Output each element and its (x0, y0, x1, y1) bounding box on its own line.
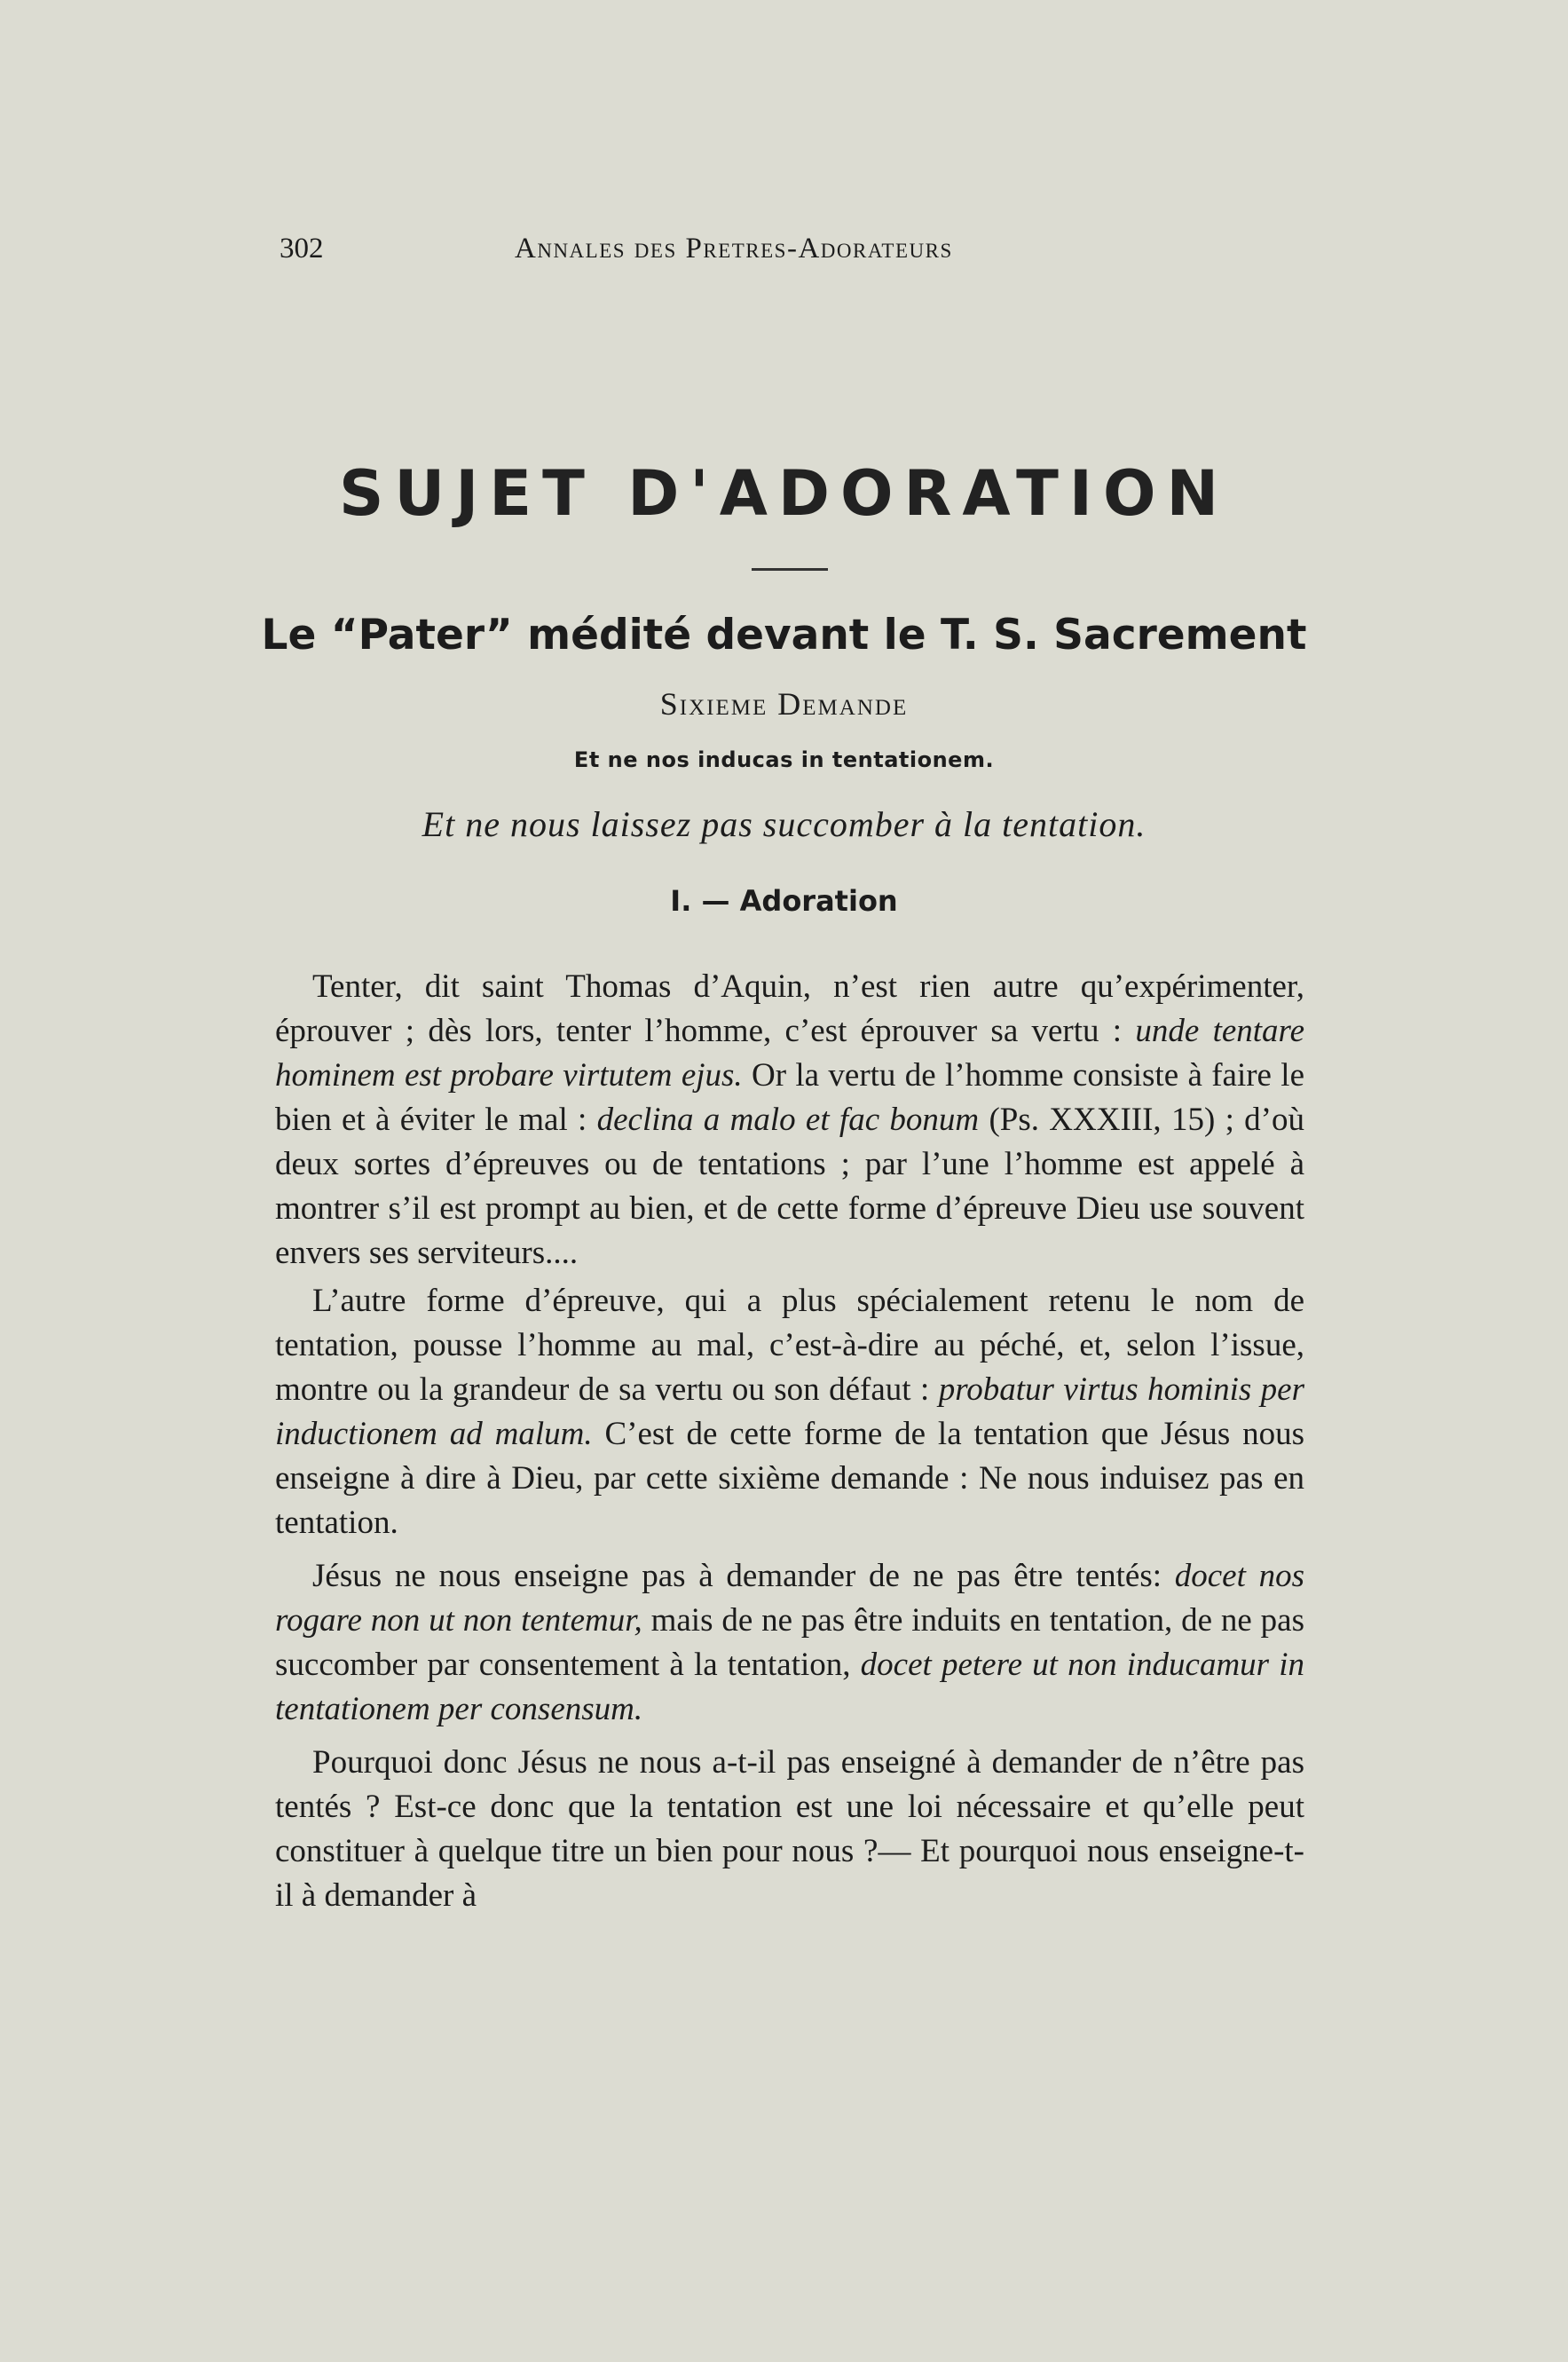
paragraph (275, 1741, 1304, 1918)
main-title: Le “Pater” médité devant le T. S. Sacrement (261, 611, 1307, 660)
text-run: L’autre forme d’épreuve, qui a plus spécialement retenu le nom de tentation, pousse l’homme au mal, c’est-à-dire au péché, et, selon l’issue, montre ou la grandeur de sa vertu ou son défaut : (275, 1283, 1304, 1408)
paragraph (275, 1554, 1304, 1732)
text-run: Pourquoi donc Jésus ne nous a-t-il pas enseigné à demander de n’être pas tentés ? Est-ce donc que la tentation est une loi nécessaire et qu’elle peut constituer à quelque titre un bien pour nous ?— Et pourquoi nous enseigne-t-il à demander à (275, 1744, 1304, 1914)
text-run: C’est de cette forme de la tentation que Jésus nous enseigne à dire à Dieu, par cette sixième demande : Ne nous induisez pas en tentation. (275, 1416, 1304, 1541)
latin-quote: unde tentare hominem est probare virtutem ejus. (275, 1013, 1305, 1094)
text-run: Jésus ne nous enseigne pas à demander de ne pas être tentés: (312, 1558, 1175, 1594)
latin-line: Et ne nos inducas in tentationem. (573, 747, 995, 772)
text-run: Or la vertu de l’homme consiste à faire le bien et à éviter le mal : (275, 1057, 1304, 1138)
text-run: Tenter, dit saint Thomas d’Aquin, n’est rien autre qu’expérimenter, éprouver ; dès lors, tenter l’homme, c’est éprouver sa vertu : (275, 968, 1304, 1049)
latin-quote: docet petere ut non inducamur in tentationem per consensum. (275, 1647, 1304, 1727)
running-title: Annales des Pretres-Adorateurs (515, 233, 953, 265)
ornate-title: SUJET D'ADORATION (338, 457, 1230, 530)
paragraph (275, 1279, 1304, 1545)
page-header (280, 233, 1309, 277)
body-text (275, 965, 1304, 1927)
latin-quote: docet nos rogare non ut non tentemur, (275, 1558, 1304, 1639)
latin-quote: probatur virtus hominis per inductionem ad malum. (275, 1371, 1304, 1452)
subtitle: Sixieme Demande (659, 686, 909, 722)
title-divider (752, 568, 828, 571)
paragraph (275, 965, 1304, 1276)
text-run: mais de ne pas être induits en tentation, de ne pas succomber par consentement à la tentation, (275, 1602, 1304, 1683)
page-number: 302 (280, 233, 324, 265)
section-heading: I. — Adoration (670, 884, 898, 918)
translation-line: Et ne nous laissez pas succomber à la tentation. (422, 804, 1146, 844)
latin-quote: declina a malo et fac bonum (596, 1102, 980, 1138)
text-run: (Ps. XXXIII, 15) ; d’où deux sortes d’épreuves ou de tentations ; par l’une l’homme est appelé à montrer s’il est prompt au bien, et de cette forme d’épreuve Dieu use souvent envers ses serviteurs.... (275, 1102, 1304, 1271)
